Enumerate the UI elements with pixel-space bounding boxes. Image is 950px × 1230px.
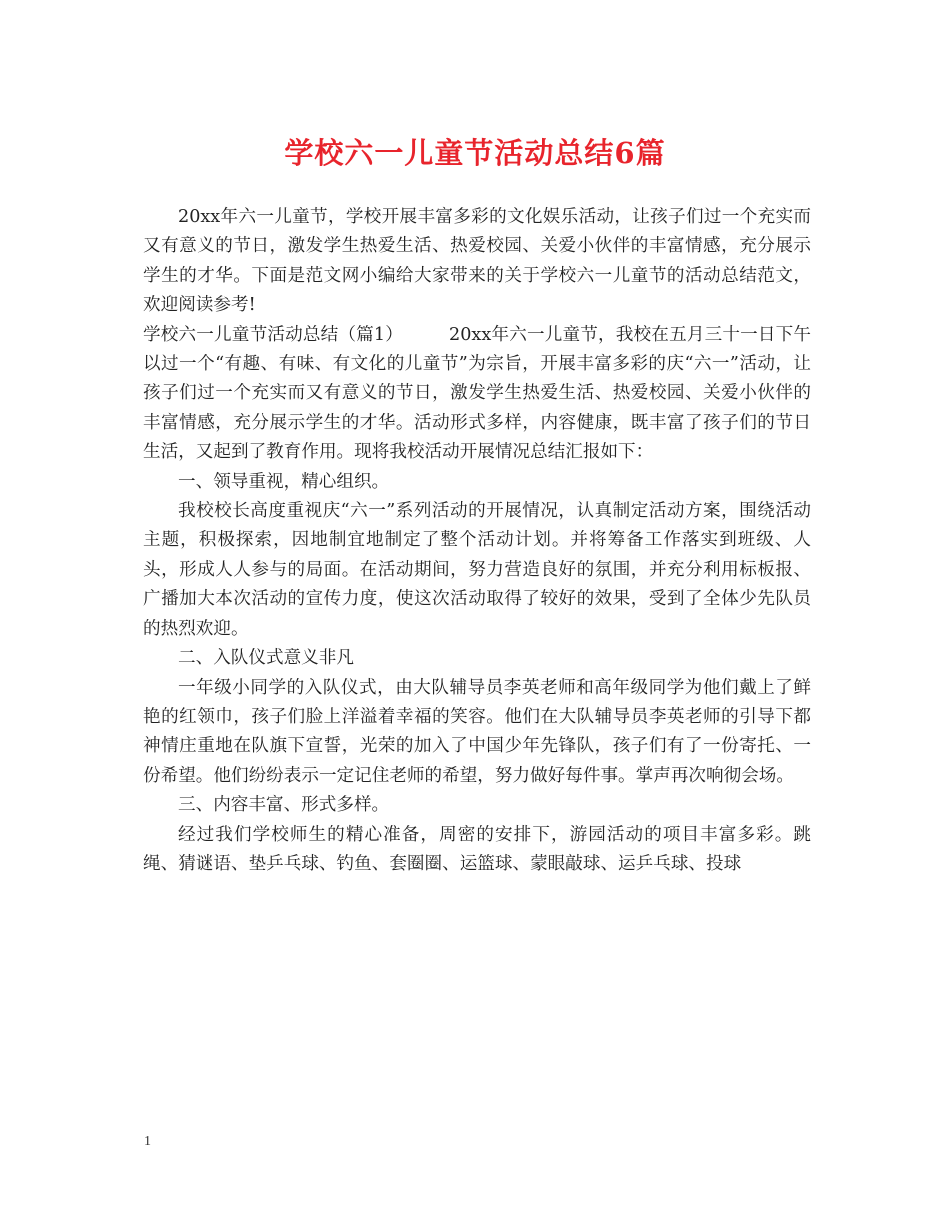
intro-paragraph: 20xx年六一儿童节，学校开展丰富多彩的文化娱乐活动，让孩子们过一个充实而又有意义的节日，激发学生热爱生活、热爱校园、关爱小伙伴的丰富情感，充分展示学生的才华。下面是范文网小编给大家带来的关于学校六一儿童节的活动总结范文，欢迎阅读参考! [143,207,811,316]
document-title: 学校六一儿童节活动总结6篇 [284,136,666,170]
point3-paragraph: 经过我们学校师生的精心准备，周密的安排下，游园活动的项目丰富多彩。跳绳、猜谜语、垫乒乓球、钓鱼、套圈圈、运篮球、蒙眼敲球、运乒乓球、投球 [143,824,811,874]
point2-paragraph: 一年级小同学的入队仪式，由大队辅导员李英老师和高年级同学为他们戴上了鲜艳的红领巾，孩子们脸上洋溢着幸福的笑容。他们在大队辅导员李英老师的引导下都神情庄重地在队旗下宣誓，光荣的加入了中国少年先锋队，孩子们有了一份寄托、一份希望。他们纷纷表示一定记住老师的希望，努力做好每件事。掌声再次响彻会场。 [143,677,811,786]
point3-heading: 三、内容丰富、形式多样。 [178,795,390,816]
point1-heading: 一、领导重视，精心组织。 [178,471,390,492]
page-number: 1 [144,1134,151,1149]
document-body [143,203,811,879]
point2-heading: 二、入队仪式意义非凡 [178,648,354,669]
point1-paragraph: 我校校长高度重视庆“六一”系列活动的开展情况，认真制定活动方案，围绕活动主题，积极探索，因地制宜地制定了整个活动计划。并将筹备工作落实到班级、人头，形成人人参与的局面。在活动期间，努力营造良好的氛围，并充分利用标板报、广播加大本次活动的宣传力度，使这次活动取得了较好的效果，受到了全体少先队员的热烈欢迎。 [143,501,811,639]
section1-heading: 学校六一儿童节活动总结（篇1） [143,324,404,345]
section1-paragraph [143,321,811,468]
section1-text: 20xx年六一儿童节，我校在五月三十一日下午以过一个“有趣、有味、有文化的儿童节”为宗旨，开展丰富多彩的庆“六一”活动，让孩子们过一个充实而又有意义的节日，激发学生热爱生活、热爱校园、关爱小伙伴的丰富情感，充分展示学生的才华。活动形式多样，内容健康，既丰富了孩子们的节日生活，又起到了教育作用。现将我校活动开展情况总结汇报如下： [143,324,812,463]
